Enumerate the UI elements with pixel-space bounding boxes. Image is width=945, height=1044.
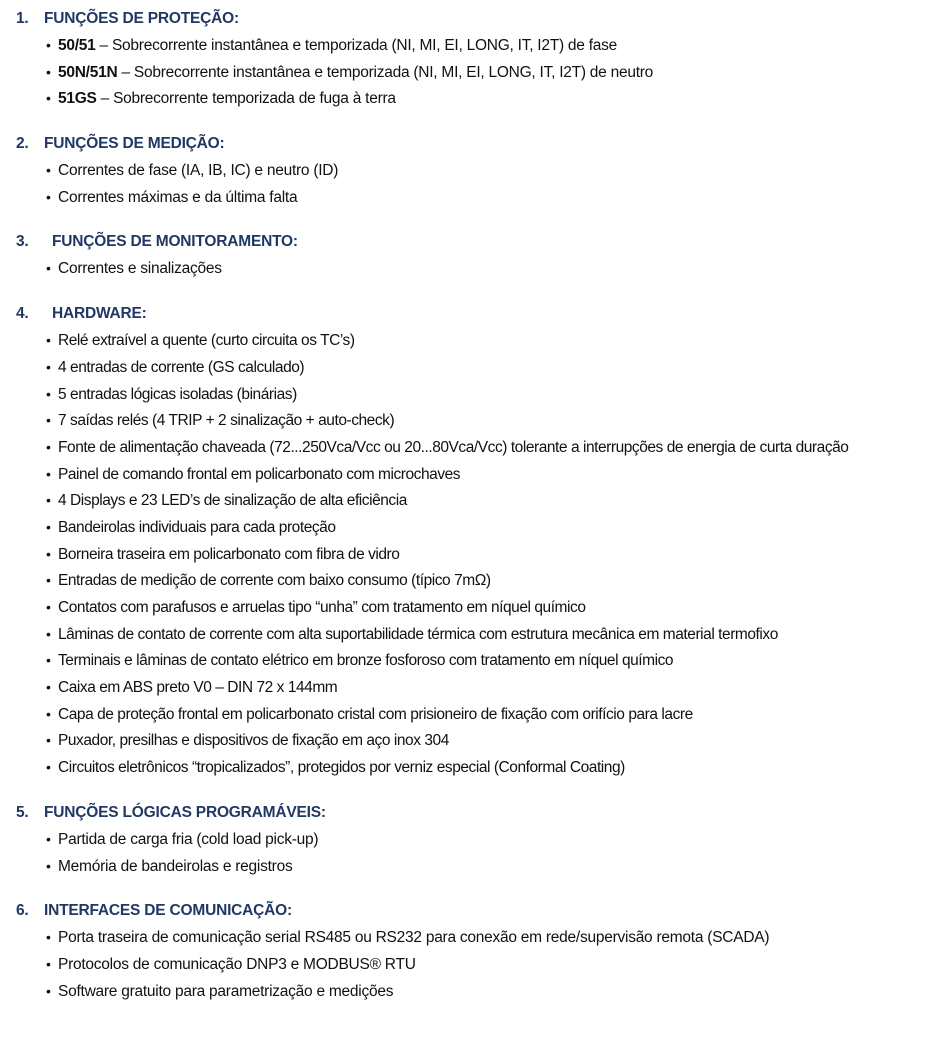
bullet-icon: • (46, 599, 51, 615)
bullet-icon: • (46, 358, 51, 375)
list-item (0, 85, 945, 112)
list-item (0, 701, 945, 728)
bullet-icon: • (46, 652, 51, 669)
item-text: 5 entradas lógicas isoladas (binárias) (58, 385, 297, 403)
item-text: – Sobrecorrente temporizada de fuga à terra (100, 90, 396, 108)
list-item (0, 255, 945, 282)
section-heading (0, 301, 945, 327)
section-measurement-functions (0, 131, 945, 210)
section-programmable-logic-functions (0, 800, 945, 879)
section-number: 1. (16, 10, 29, 27)
section-protection-functions (0, 6, 945, 112)
item-text: Puxador, presilhas e dispositivos de fixação em aço inox 304 (58, 732, 449, 750)
list-item (0, 514, 945, 541)
item-list (0, 826, 945, 879)
item-text: 7 saídas relés (4 TRIP + 2 sinalização + auto-check) (58, 412, 395, 430)
item-text: Bandeirolas individuais para cada proteção (58, 518, 336, 536)
list-item (0, 826, 945, 853)
bullet-icon: • (46, 492, 51, 509)
item-text: Circuitos eletrônicos “tropicalizados”, protegidos por verniz especial (Conformal Coating) (58, 759, 625, 777)
item-text: Partida de carga fria (cold load pick-up) (58, 830, 319, 848)
section-heading (0, 6, 945, 32)
list-item (0, 381, 945, 408)
list-item (0, 951, 945, 978)
list-item (0, 978, 945, 1005)
bullet-icon: • (46, 412, 51, 429)
item-text: Relé extraível a quente (curto circuita os TC’s) (58, 332, 355, 350)
section-communication-interfaces (0, 898, 945, 1004)
section-number: 3. (16, 233, 29, 251)
bullet-icon: • (46, 572, 51, 589)
item-text: Porta traseira de comunicação serial RS485 ou RS232 para conexão em rede/supervisão remota (SCADA) (58, 929, 770, 947)
bullet-icon: • (46, 385, 51, 402)
section-title: HARDWARE: (52, 305, 147, 323)
list-item (0, 727, 945, 754)
section-title: INTERFACES DE COMUNICAÇÃO: (44, 902, 292, 920)
list-item (0, 157, 945, 184)
item-list (0, 157, 945, 210)
item-list (0, 924, 945, 1004)
section-number: 2. (16, 135, 29, 153)
bullet-icon: • (46, 929, 51, 946)
item-text: – Sobrecorrente instantânea e temporizada (NI, MI, EI, LONG, IT, I2T) de fase (99, 37, 618, 54)
item-text: – Sobrecorrente instantânea e temporizada (NI, MI, EI, LONG, IT, I2T) de neutro (121, 63, 654, 81)
list-item (0, 434, 945, 461)
bullet-icon: • (46, 162, 51, 179)
section-heading (0, 131, 945, 157)
section-heading (0, 800, 945, 826)
section-heading (0, 229, 945, 255)
bullet-icon: • (46, 830, 51, 847)
item-list (0, 32, 945, 112)
list-item (0, 327, 945, 354)
function-code: 51GS (58, 90, 97, 108)
bullet-icon: • (46, 625, 51, 642)
bullet-icon: • (46, 465, 51, 482)
item-text: Entradas de medição de corrente com baixo consumo (típico 7mΩ) (58, 572, 491, 590)
item-text: Correntes de fase (IA, IB, IC) e neutro (ID) (58, 162, 339, 180)
item-text: Lâminas de contato de corrente com alta suportabilidade térmica com estrutura mecânica em material termofixo (58, 625, 778, 643)
bullet-icon: • (46, 857, 51, 874)
item-list (0, 255, 945, 282)
section-hardware (0, 301, 945, 781)
list-item (0, 674, 945, 701)
item-text: 4 Displays e 23 LED’s de sinalização de alta eficiência (58, 492, 407, 510)
bullet-icon: • (46, 732, 51, 749)
item-text: 4 entradas de corrente (GS calculado) (58, 358, 305, 376)
bullet-icon: • (46, 438, 51, 455)
item-text: Software gratuito para parametrização e medições (58, 982, 394, 1000)
item-text: Borneira traseira em policarbonato com fibra de vidro (58, 545, 400, 563)
bullet-icon: • (46, 332, 51, 349)
item-text: Contatos com parafusos e arruelas tipo “unha” com tratamento em níquel químico (58, 599, 586, 616)
list-item (0, 354, 945, 381)
bullet-icon: • (46, 759, 51, 776)
section-title: FUNÇÕES DE MONITORAMENTO: (52, 233, 298, 251)
item-text: Memória de bandeirolas e registros (58, 857, 293, 875)
list-item (0, 184, 945, 211)
bullet-icon: • (46, 63, 51, 80)
list-item (0, 647, 945, 674)
bullet-icon: • (46, 518, 51, 535)
list-item (0, 853, 945, 880)
section-title: FUNÇÕES DE PROTEÇÃO: (44, 10, 239, 27)
item-text: Painel de comando frontal em policarbonato com microchaves (58, 465, 461, 483)
section-title: FUNÇÕES DE MEDIÇÃO: (44, 135, 225, 153)
bullet-icon: • (46, 955, 51, 972)
bullet-icon: • (46, 90, 51, 107)
bullet-icon: • (46, 982, 51, 999)
section-title: FUNÇÕES LÓGICAS PROGRAMÁVEIS: (44, 803, 326, 821)
section-number: 6. (16, 902, 29, 920)
function-code: 50N/51N (58, 63, 118, 81)
item-list (0, 327, 945, 781)
list-item (0, 32, 945, 59)
item-text: Fonte de alimentação chaveada (72...250Vca/Vcc ou 20...80Vca/Vcc) tolerante a interrupções de energia de curta duração (58, 438, 849, 456)
item-text: Capa de proteção frontal em policarbonato cristal com prisioneiro de fixação com orifício para lacre (58, 705, 693, 723)
list-item (0, 407, 945, 434)
bullet-icon: • (46, 188, 51, 205)
list-item (0, 541, 945, 568)
list-item (0, 754, 945, 781)
list-item (0, 621, 945, 648)
item-text: Terminais e lâminas de contato elétrico em bronze fosforoso com tratamento em níquel químico (58, 652, 674, 670)
section-heading (0, 898, 945, 924)
list-item (0, 59, 945, 86)
bullet-icon: • (46, 679, 51, 696)
list-item (0, 594, 945, 621)
bullet-icon: • (46, 37, 51, 53)
list-item (0, 461, 945, 488)
item-text: Protocolos de comunicação DNP3 e MODBUS® RTU (58, 955, 416, 973)
section-monitoring-functions (0, 229, 945, 282)
item-text: Correntes máximas e da última falta (58, 188, 298, 206)
bullet-icon: • (46, 260, 51, 277)
section-number: 4. (16, 305, 29, 323)
section-number: 5. (16, 803, 29, 821)
item-text: Correntes e sinalizações (58, 260, 222, 278)
list-item (0, 567, 945, 594)
function-code: 50/51 (58, 37, 96, 54)
bullet-icon: • (46, 705, 51, 722)
bullet-icon: • (46, 545, 51, 562)
list-item (0, 487, 945, 514)
item-text: Caixa em ABS preto V0 – DIN 72 x 144mm (58, 679, 338, 697)
list-item (0, 924, 945, 951)
